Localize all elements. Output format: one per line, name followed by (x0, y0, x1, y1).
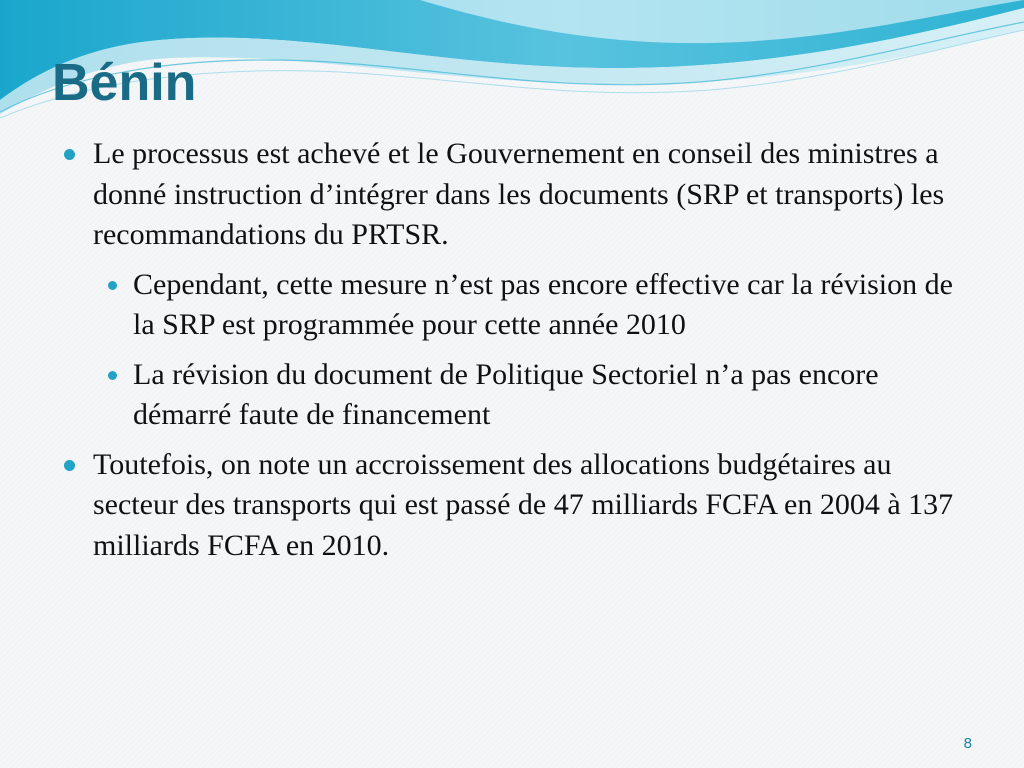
slide-title: Bénin (52, 54, 197, 112)
bullet-text: Toutefois, on note un accroissement des allocations budgétaires au secteur des transports qui est passé de 47 milliards FCFA en 2004 à 137 milliards FCFA en 2010. (93, 447, 954, 562)
sub-bullet-item (102, 265, 982, 346)
bullet-dot-icon (108, 281, 117, 290)
bullet-text: Cependant, cette mesure n’est pas encore effective car la révision de la SRP est programmée pour cette année 2010 (133, 267, 953, 341)
bullet-dot-icon (64, 460, 75, 471)
bullet-dot-icon (64, 149, 75, 160)
sub-bullet-item (102, 355, 982, 436)
bullet-dot-icon (108, 371, 117, 380)
page-number: 8 (963, 735, 972, 752)
bullet-item (62, 134, 982, 256)
bullet-item (62, 445, 982, 567)
bullet-text: La révision du document de Politique Sectoriel n’a pas encore démarré faute de financement (133, 357, 879, 431)
bullet-list (62, 134, 982, 575)
bullet-text: Le processus est achevé et le Gouvernement en conseil des ministres a donné instruction d’intégrer dans les documents (SRP et transports) les recommandations du PRTSR. (93, 137, 945, 251)
